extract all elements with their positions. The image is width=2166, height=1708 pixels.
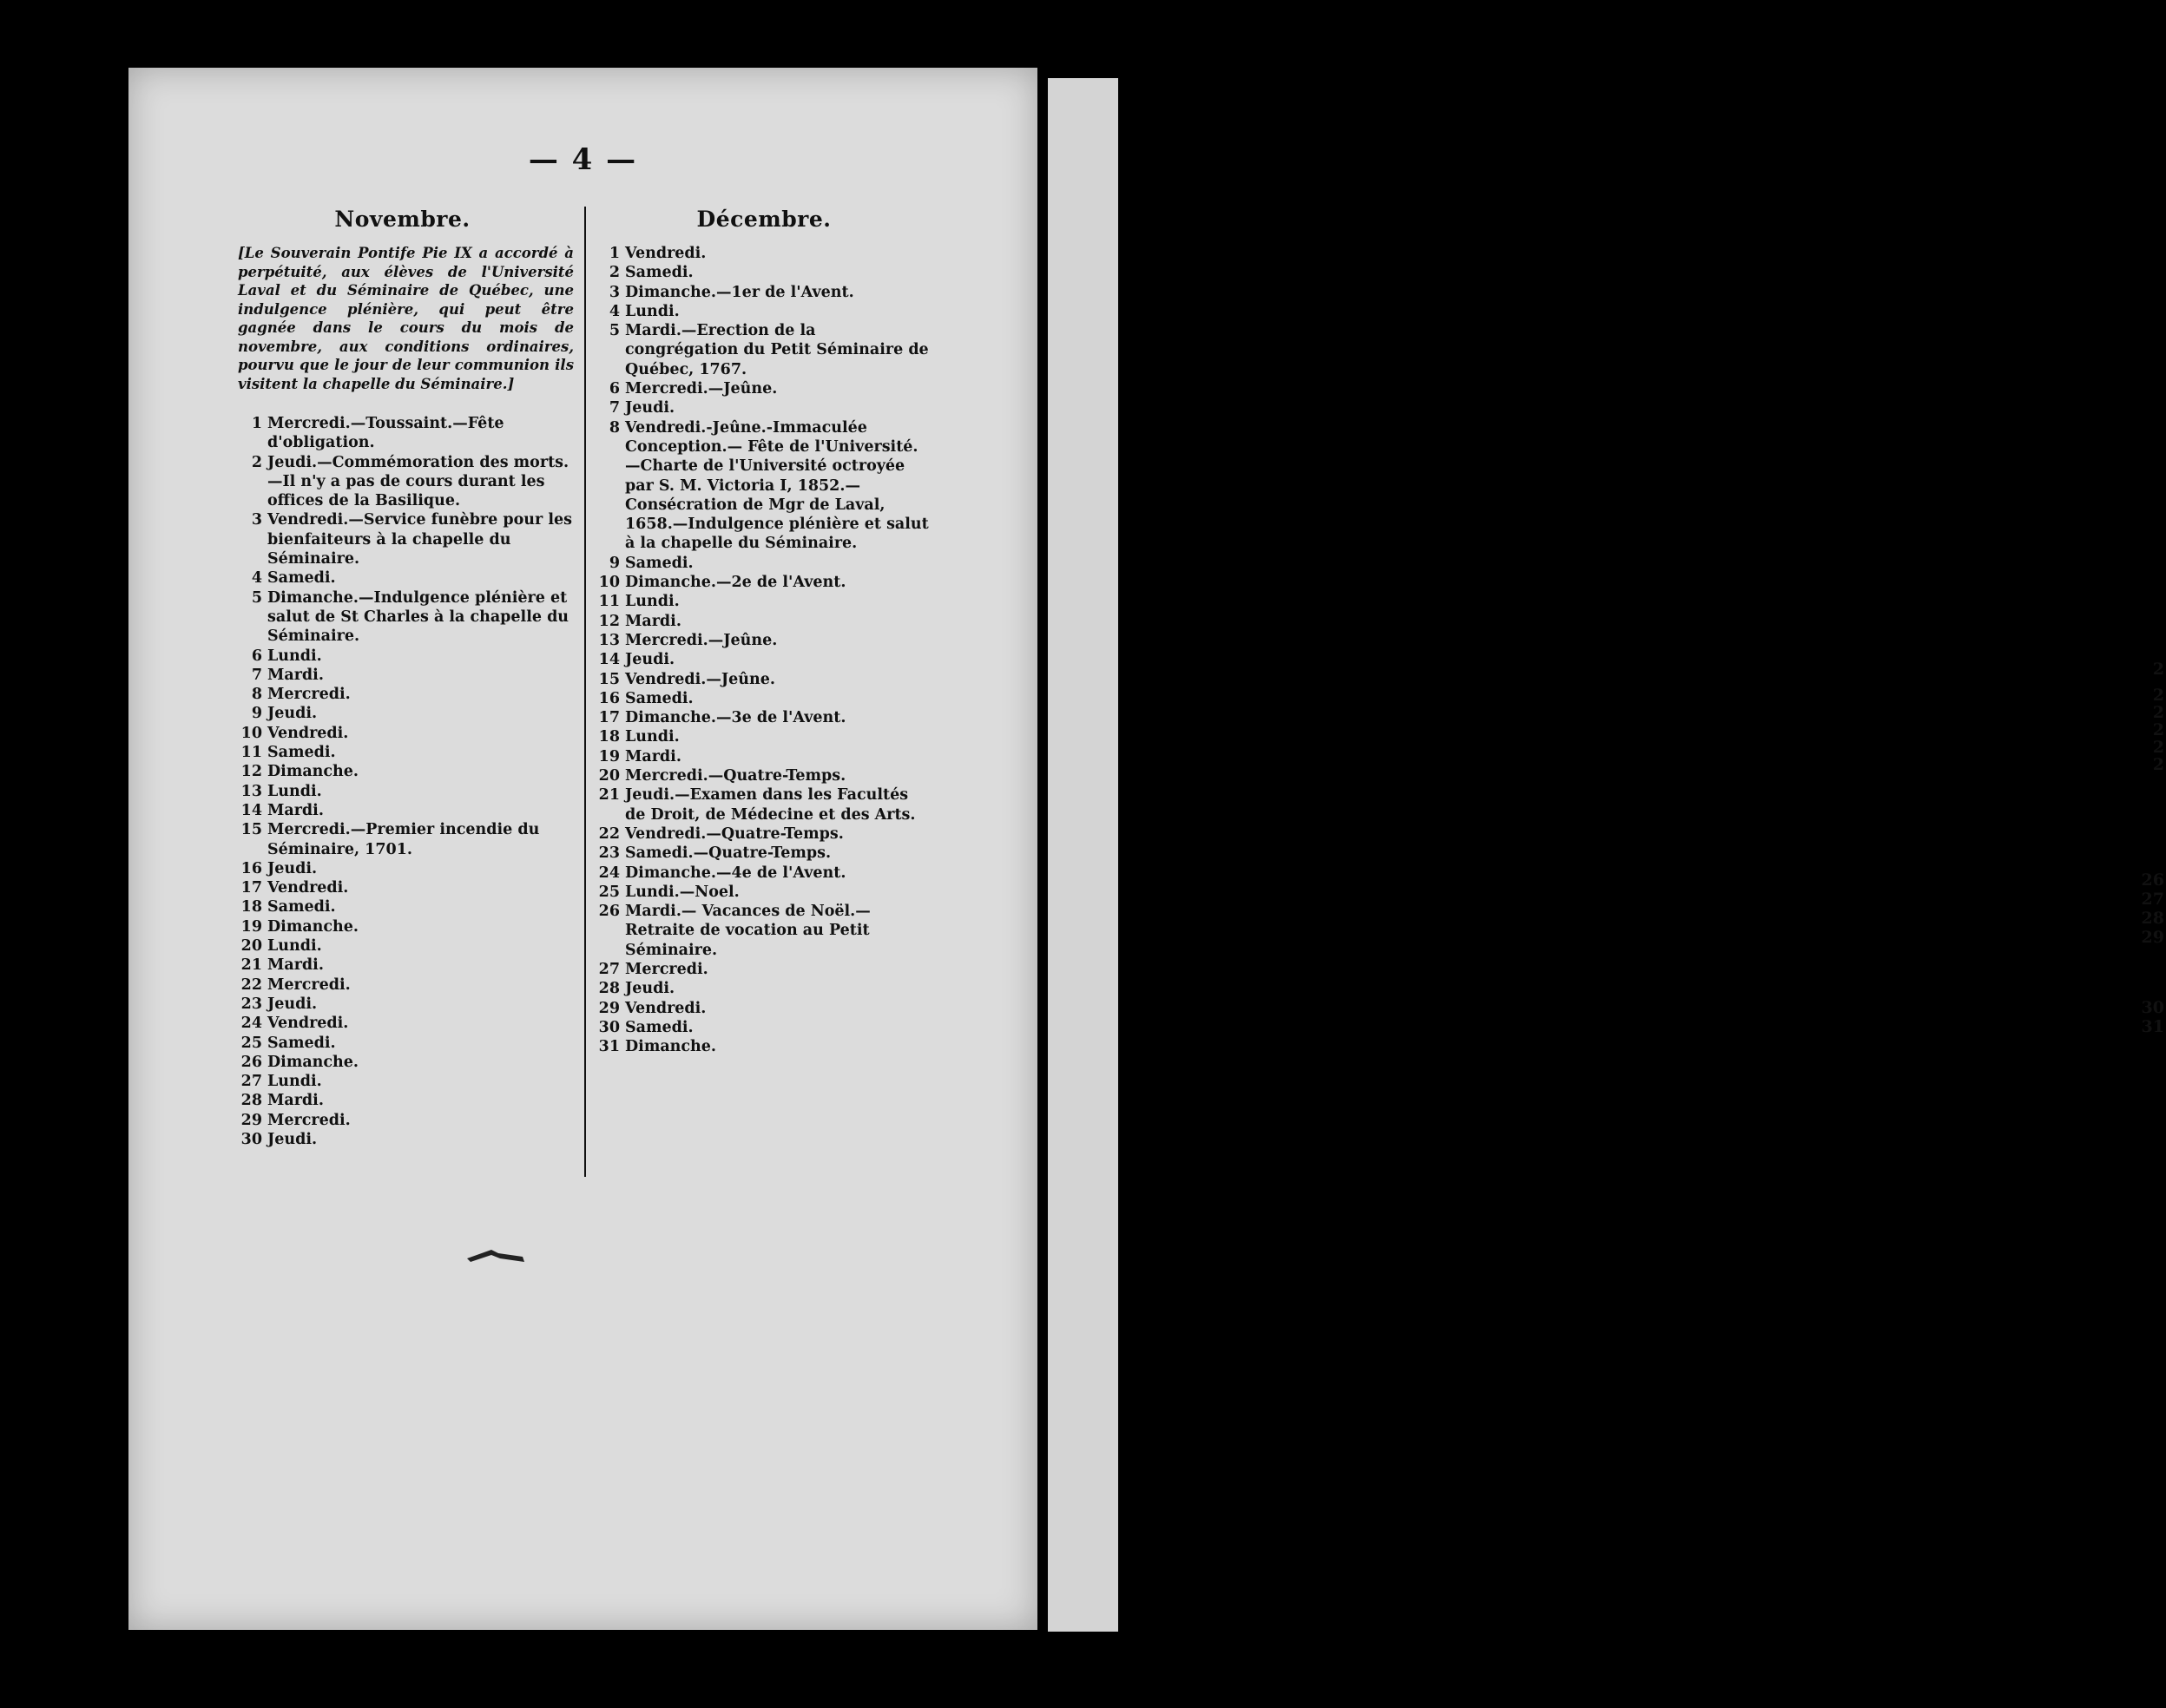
day-number: 29 — [240, 1111, 262, 1129]
edge-number: 27 — [2141, 890, 2164, 909]
entry-text: Mardi. — [267, 801, 324, 819]
day-number: 4 — [609, 302, 620, 320]
entry-text: Dimanche. — [267, 917, 359, 936]
day-number: 14 — [240, 801, 262, 819]
edge-number: 28 — [2141, 909, 2164, 928]
entry-text: Lundi.—Noel. — [625, 883, 740, 901]
entry-text: Vendredi. — [625, 245, 707, 262]
edge-number: 2 — [2152, 738, 2164, 757]
edge-number: 2 — [2152, 703, 2164, 722]
entry-text: Mercredi.—Jeûne. — [625, 631, 778, 649]
entry-text: Dimanche. — [625, 1038, 717, 1056]
calendar-entry — [231, 1053, 574, 1072]
entry-text: Dimanche.—1er de l'Avent. — [625, 283, 854, 301]
calendar-entry — [231, 704, 574, 723]
calendar-entry — [231, 897, 574, 916]
day-number: 5 — [609, 322, 620, 340]
day-number: 24 — [240, 1015, 262, 1033]
calendar-entry — [596, 573, 932, 592]
entry-text: Jeudi. — [625, 651, 675, 669]
calendar-entry — [231, 1091, 574, 1110]
day-number: 1 — [609, 245, 620, 262]
entry-text: Vendredi. — [267, 1015, 349, 1033]
calendar-entry — [231, 685, 574, 704]
day-number: 9 — [609, 554, 620, 572]
calendar-entry — [596, 418, 932, 554]
calendar-entry — [596, 824, 932, 844]
calendar-entry — [596, 650, 932, 669]
day-number: 7 — [609, 399, 620, 417]
entry-text: Samedi. — [625, 264, 694, 282]
day-number: 19 — [240, 917, 262, 936]
entry-text: Lundi. — [625, 728, 680, 746]
day-number: 25 — [598, 883, 620, 901]
day-number: 17 — [598, 709, 620, 727]
entry-text: Lundi. — [267, 782, 322, 800]
calendar-entry — [596, 708, 932, 727]
calendar-entry — [231, 588, 574, 647]
day-number: 30 — [240, 1130, 262, 1148]
entry-text: Jeudi.—Examen dans les Facultés de Droit, de Médecine et des Arts. — [625, 786, 916, 824]
entry-text: Mercredi. — [267, 1111, 351, 1129]
entry-text: Vendredi.—Service funèbre pour les bienfaiteurs à la chapelle du Séminaire. — [267, 511, 572, 568]
day-number: 20 — [240, 937, 262, 956]
day-number: 12 — [598, 612, 620, 630]
entry-text: Samedi.—Quatre-Temps. — [625, 844, 832, 863]
entry-text: Lundi. — [267, 1073, 322, 1091]
day-number: 21 — [240, 956, 262, 975]
entry-text: Jeudi. — [625, 980, 675, 998]
calendar-entry — [231, 820, 574, 859]
calendar-entry — [231, 956, 574, 975]
calendar-entry — [596, 979, 932, 998]
entry-text: Mercredi.—Toussaint.—Fête d'obligation. — [267, 415, 504, 452]
day-number: 2 — [609, 264, 620, 282]
entry-text: Mercredi. — [267, 976, 351, 994]
page-number: — 4 — — [528, 142, 638, 177]
calendar-entry — [596, 592, 932, 611]
calendar-entry — [231, 1111, 574, 1130]
edge-number: 2 — [2152, 755, 2164, 774]
calendar-entry — [231, 724, 574, 743]
entry-text: Mardi.—Erection de la congrégation du Petit Séminaire de Québec, 1767. — [625, 322, 929, 378]
day-number: 8 — [251, 686, 262, 704]
day-number: 14 — [598, 651, 620, 669]
calendar-entry — [596, 263, 932, 282]
edge-number: 30 — [2141, 998, 2164, 1017]
document-page — [128, 68, 1037, 1630]
december-entries — [596, 244, 932, 1056]
entry-text: Jeudi. — [267, 859, 318, 877]
december-column — [596, 207, 932, 1056]
day-number: 24 — [598, 864, 620, 882]
edge-number: 2 — [2152, 720, 2164, 739]
calendar-entry — [596, 864, 932, 883]
day-number: 29 — [598, 999, 620, 1017]
day-number: 28 — [598, 980, 620, 998]
entry-text: Dimanche. — [267, 763, 359, 781]
entry-text: Samedi. — [625, 689, 694, 707]
entry-text: Mercredi.—Quatre-Temps. — [625, 767, 846, 785]
entry-text: Lundi. — [267, 647, 322, 665]
day-number: 28 — [240, 1092, 262, 1110]
entry-text: Mardi. — [267, 1092, 324, 1110]
calendar-entry — [596, 727, 932, 746]
day-number: 27 — [240, 1073, 262, 1091]
entry-text: Jeudi. — [267, 995, 318, 1013]
calendar-entry — [596, 1037, 932, 1056]
calendar-entry — [231, 1014, 574, 1033]
calendar-entry — [596, 321, 932, 379]
calendar-entry — [231, 510, 574, 568]
entry-text: Dimanche.—4e de l'Avent. — [625, 864, 846, 882]
entry-text: Vendredi.—Quatre-Temps. — [625, 824, 844, 843]
day-number: 11 — [240, 744, 262, 762]
month-title-november: Novembre. — [334, 207, 471, 232]
entry-text: Samedi. — [267, 569, 336, 588]
day-number: 1 — [251, 415, 262, 432]
calendar-entry — [231, 1034, 574, 1053]
adjacent-page-numbers — [2143, 78, 2166, 1632]
entry-text: Mardi.— Vacances de Noël.—Retraite de vocation au Petit Séminaire. — [625, 903, 871, 959]
day-number: 18 — [598, 728, 620, 746]
calendar-entry — [596, 283, 932, 302]
entry-text: Mercredi.—Premier incendie du Séminaire, 1701. — [267, 821, 540, 858]
day-number: 18 — [240, 898, 262, 916]
calendar-entry — [596, 747, 932, 766]
calendar-entry — [231, 859, 574, 878]
calendar-entry — [596, 379, 932, 398]
november-entries — [231, 414, 574, 1149]
entry-text: Dimanche. — [267, 1053, 359, 1071]
day-number: 30 — [598, 1018, 620, 1036]
calendar-entry — [596, 902, 932, 960]
entry-text: Samedi. — [625, 1018, 694, 1036]
calendar-entry — [596, 631, 932, 650]
calendar-entry — [231, 568, 574, 588]
calendar-entry — [596, 960, 932, 979]
calendar-entry — [596, 1018, 932, 1037]
day-number: 10 — [598, 574, 620, 592]
entry-text: Lundi. — [625, 593, 680, 611]
day-number: 7 — [251, 666, 262, 684]
indulgence-note: [Le Souverain Pontife Pie IX a accordé à perpétuité, aux élèves de l'Université Laval et du Séminaire de Québec, une indulgence plénière, qui peut être gagnée dans le cours du mois de novembre, aux conditions ordinaires, pourvu que le jour de leur communion ils visitent la chapelle du Séminaire.] — [238, 245, 574, 392]
calendar-entry — [231, 414, 574, 453]
calendar-entry — [231, 453, 574, 511]
day-number: 26 — [240, 1053, 262, 1071]
entry-text: Samedi. — [267, 1034, 336, 1052]
day-number: 23 — [240, 995, 262, 1013]
entry-text: Vendredi.-Jeûne.-Immaculée Conception.— Fête de l'Université. —Charte de l'Université octroyée par S. M. Victoria I, 1852.— Consécration de Mgr de Laval, 1658.—Indulgence plénière et salut à la chapelle du Séminaire. — [625, 418, 929, 553]
day-number: 4 — [251, 569, 262, 588]
calendar-entry — [231, 878, 574, 897]
entry-text: Jeudi. — [625, 399, 675, 417]
calendar-entry — [231, 762, 574, 781]
entry-text: Mardi. — [625, 747, 681, 765]
calendar-entry — [231, 936, 574, 956]
november-column — [231, 207, 574, 1149]
calendar-entry — [596, 844, 932, 863]
day-number: 10 — [240, 724, 262, 742]
entry-text: Lundi. — [267, 937, 322, 956]
day-number: 20 — [598, 767, 620, 785]
entry-text: Mardi. — [267, 666, 324, 684]
calendar-entry — [596, 766, 932, 785]
edge-number: 2 — [2152, 660, 2164, 679]
calendar-entry — [231, 995, 574, 1014]
entry-text: Vendredi. — [267, 879, 349, 897]
day-number: 6 — [251, 647, 262, 665]
entry-text: Mercredi. — [267, 686, 351, 704]
calendar-entry — [231, 743, 574, 762]
day-number: 6 — [609, 380, 620, 398]
column-divider — [584, 207, 586, 1177]
day-number: 15 — [240, 821, 262, 839]
edge-number: 2 — [2152, 686, 2164, 705]
entry-text: Vendredi.—Jeûne. — [625, 670, 775, 688]
day-number: 2 — [251, 453, 262, 471]
calendar-entry — [231, 647, 574, 666]
calendar-entry — [596, 244, 932, 263]
day-number: 9 — [251, 705, 262, 723]
day-number: 22 — [598, 824, 620, 843]
day-number: 12 — [240, 763, 262, 781]
day-number: 13 — [240, 782, 262, 800]
calendar-entry — [596, 670, 932, 689]
calendar-entry — [231, 666, 574, 685]
day-number: 22 — [240, 976, 262, 994]
calendar-entry — [596, 612, 932, 631]
entry-text: Samedi. — [625, 554, 694, 572]
day-number: 11 — [598, 593, 620, 611]
day-number: 31 — [598, 1038, 620, 1056]
day-number: 3 — [609, 283, 620, 301]
entry-text: Jeudi. — [267, 705, 318, 723]
day-number: 16 — [598, 689, 620, 707]
adjacent-page-edge — [1048, 78, 2164, 1632]
entry-text: Mercredi.—Jeûne. — [625, 380, 778, 398]
entry-text: Jeudi. — [267, 1130, 318, 1148]
ink-smudge — [465, 1246, 526, 1265]
day-number: 27 — [598, 960, 620, 978]
entry-text: Vendredi. — [267, 724, 349, 742]
calendar-entry — [231, 801, 574, 820]
entry-text: Dimanche.—3e de l'Avent. — [625, 709, 846, 727]
edge-number: 31 — [2141, 1017, 2164, 1036]
calendar-entry — [231, 1072, 574, 1091]
calendar-entry — [231, 976, 574, 995]
day-number: 16 — [240, 859, 262, 877]
edge-number: 29 — [2141, 928, 2164, 947]
calendar-entry — [231, 1130, 574, 1149]
day-number: 13 — [598, 631, 620, 649]
day-number: 5 — [251, 588, 262, 607]
calendar-entry — [231, 782, 574, 801]
entry-text: Samedi. — [267, 744, 336, 762]
entry-text: Dimanche.—2e de l'Avent. — [625, 574, 846, 592]
day-number: 21 — [598, 786, 620, 805]
entry-text: Samedi. — [267, 898, 336, 916]
day-number: 15 — [598, 670, 620, 688]
entry-text: Vendredi. — [625, 999, 707, 1017]
day-number: 19 — [598, 747, 620, 765]
month-title-december: Décembre. — [696, 207, 832, 232]
day-number: 25 — [240, 1034, 262, 1052]
day-number: 23 — [598, 844, 620, 863]
entry-text: Mardi. — [267, 956, 324, 975]
calendar-entry — [596, 302, 932, 321]
day-number: 26 — [598, 903, 620, 921]
calendar-entry — [596, 554, 932, 573]
edge-number: 26 — [2141, 870, 2164, 890]
entry-text: Dimanche.—Indulgence plénière et salut de St Charles à la chapelle du Séminaire. — [267, 588, 569, 646]
calendar-entry — [596, 398, 932, 417]
calendar-entry — [596, 883, 932, 902]
calendar-entry — [596, 785, 932, 824]
day-number: 3 — [251, 511, 262, 529]
day-number: 8 — [609, 418, 620, 437]
calendar-entry — [596, 689, 932, 708]
entry-text: Jeudi.—Commémoration des morts. —Il n'y a pas de cours durant les offices de la Basilique. — [267, 453, 569, 510]
entry-text: Mardi. — [625, 612, 681, 630]
calendar-entry — [231, 917, 574, 936]
calendar-entry — [596, 999, 932, 1018]
day-number: 17 — [240, 879, 262, 897]
entry-text: Lundi. — [625, 302, 680, 320]
entry-text: Mercredi. — [625, 960, 708, 978]
